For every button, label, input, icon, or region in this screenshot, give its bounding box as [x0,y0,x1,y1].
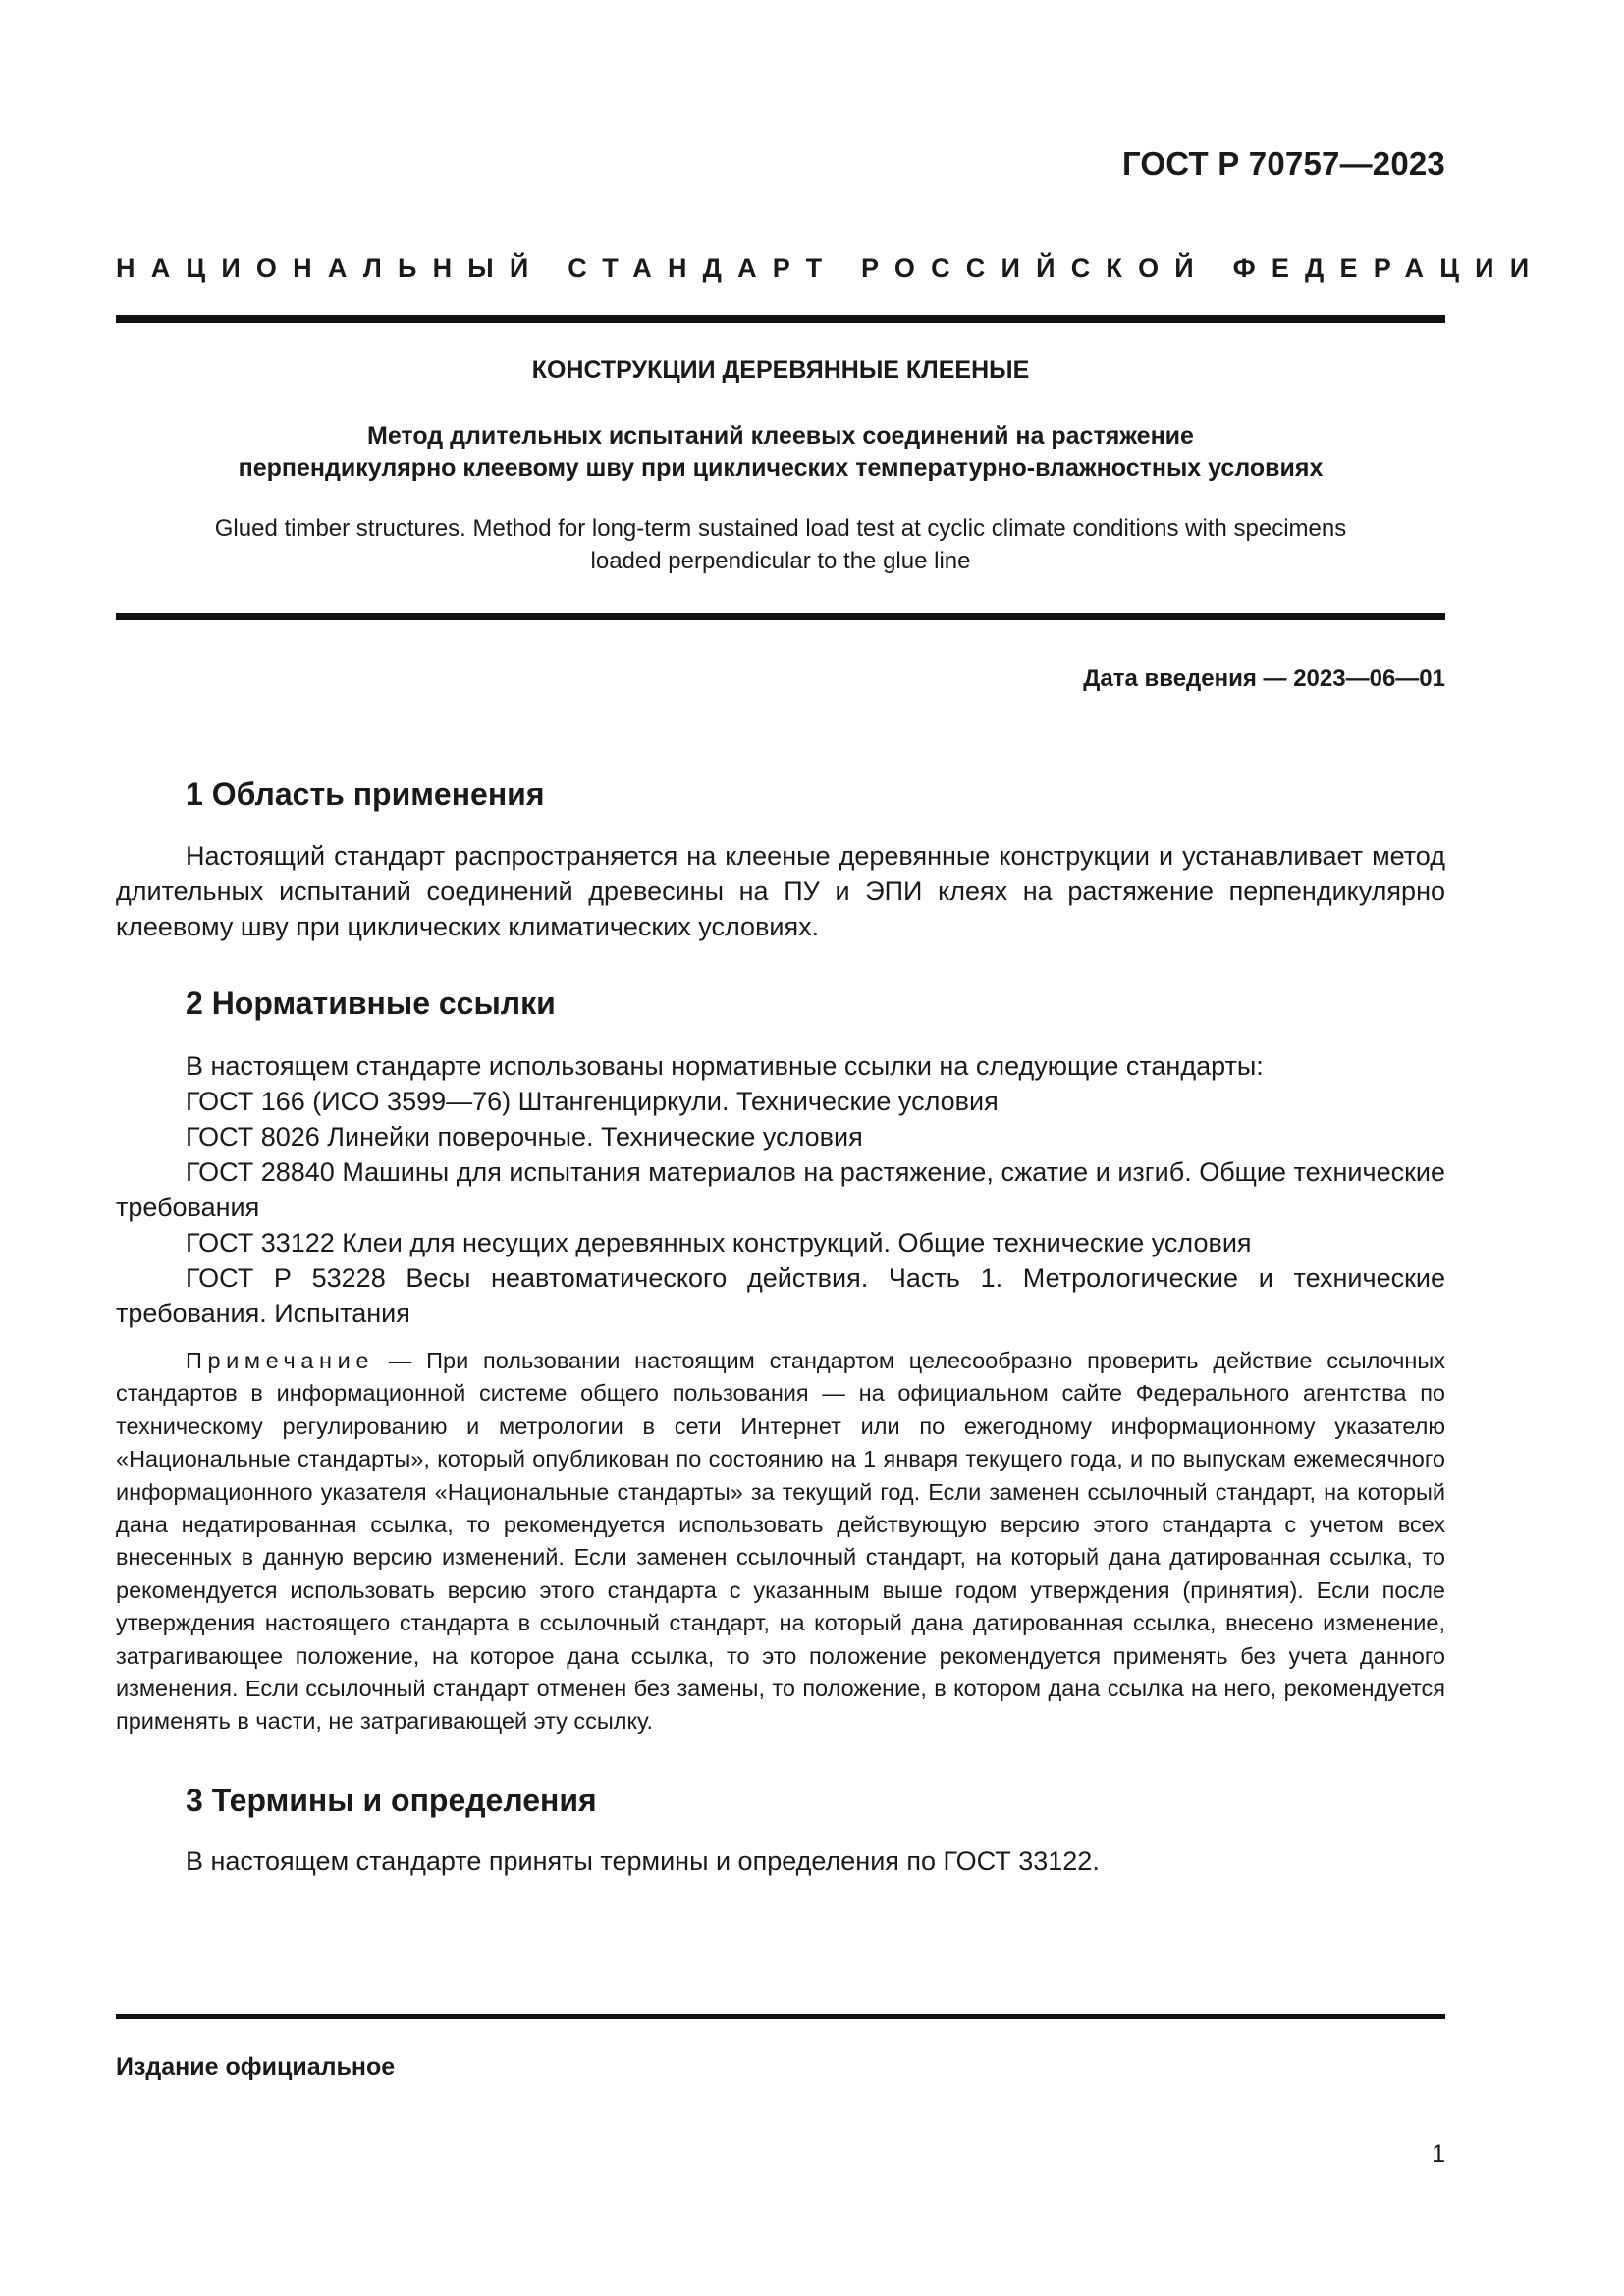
section-2-heading: 2 Нормативные ссылки [186,986,556,1021]
english-title-line-2: loaded perpendicular to the glue line [590,548,971,574]
section-3-text [116,1843,1445,1879]
reference-item: ГОСТ 28840 Машины для испытания материалов на растяжение, сжатие и изгиб. Общие технические требования [116,1157,1445,1222]
national-standard-banner: НАЦИОНАЛЬНЫЙ СТАНДАРТ РОССИЙСКОЙ ФЕДЕРАЦИИ [116,253,1545,283]
reference-item: ГОСТ 166 (ИСО 3599—76) Штангенциркули. Технические условия [186,1087,999,1116]
note-label: Примечание [186,1348,375,1373]
references-note [116,1345,1445,1738]
subtitle-line-2: перпендикулярно клеевому шву при циклических температурно-влажностных условиях [238,454,1324,482]
english-title [116,512,1445,577]
section-1-heading: 1 Область применения [186,776,545,812]
reference-item: ГОСТ Р 53228 Весы неавтоматического действия. Часть 1. Метрологические и технические требования. Испытания [116,1263,1445,1328]
english-title-line-1: Glued timber structures. Method for long-term sustained load test at cyclic climate conditions with specimens [214,515,1347,542]
references-intro: В настоящем стандарте использованы нормативные ссылки на следующие стандарты: [186,1051,1264,1081]
official-edition-label: Издание официальное [116,2054,396,2081]
reference-item: ГОСТ 8026 Линейки поверочные. Технические условия [186,1122,863,1151]
introduction-date: Дата введения — 2023—06—01 [1083,666,1445,692]
reference-item: ГОСТ 33122 Клеи для несущих деревянных конструкций. Общие технические условия [186,1228,1252,1257]
note-text: — При пользовании настоящим стандартом целесообразно проверить действие ссылочных стандартов в информационной системе общего пользования — на официальном сайте Федерального агентства по техническому регулированию и метрологии в сети Интернет или по ежегодному информационному указателю «Национальные стандарты», который опубликован по состоянию на 1 января текущего года, и по выпускам ежемесячного информационного указателя «Национальные стандарты» за текущий год. Если заменен ссылочный стандарт, на который дана недатированная ссылка, то рекомендуется использовать действующую версию этого стандарта с учетом всех внесенных в данную версию изменений. Если заменен ссылочный стандарт, на который дана датированная ссылка, то рекомендуется использовать версию этого стандарта с указанным выше годом утверждения (принятия). Если после утверждения настоящего стандарта в ссылочный стандарт, на который дана датированная ссылка, внесено изменение, затрагивающее положение, на которое дана ссылка, то это положение рекомендуется применять без учета данного изменения. Если ссылочный стандарт отменен без замены, то положение, в котором дана ссылка на него, рекомендуется применять в части, не затрагивающей эту ссылку. [116,1348,1445,1735]
document-title: КОНСТРУКЦИИ ДЕРЕВЯННЫЕ КЛЕЕНЫЕ [531,356,1030,384]
section-1-text [116,838,1445,944]
footer-rule [116,2014,1445,2019]
normative-references [116,1048,1445,1331]
page-number: 1 [1432,2140,1445,2167]
section-1-paragraph: Настоящий стандарт распространяется на клееные деревянные конструкции и устанавливает метод длительных испытаний соединений древесины на ПУ и ЭПИ клеях на растяжение перпендикулярно клеевому шву при циклических климатических условиях. [116,841,1445,941]
document-subtitle [116,420,1445,485]
subtitle-line-1: Метод длительных испытаний клеевых соединений на растяжение [367,422,1194,450]
section-3-heading: 3 Термины и определения [186,1783,597,1818]
title-bottom-rule [116,613,1445,620]
top-rule [116,315,1445,323]
section-3-paragraph: В настоящем стандарте приняты термины и определения по ГОСТ 33122. [186,1846,1100,1876]
standard-code: ГОСТ Р 70757—2023 [1121,145,1445,182]
